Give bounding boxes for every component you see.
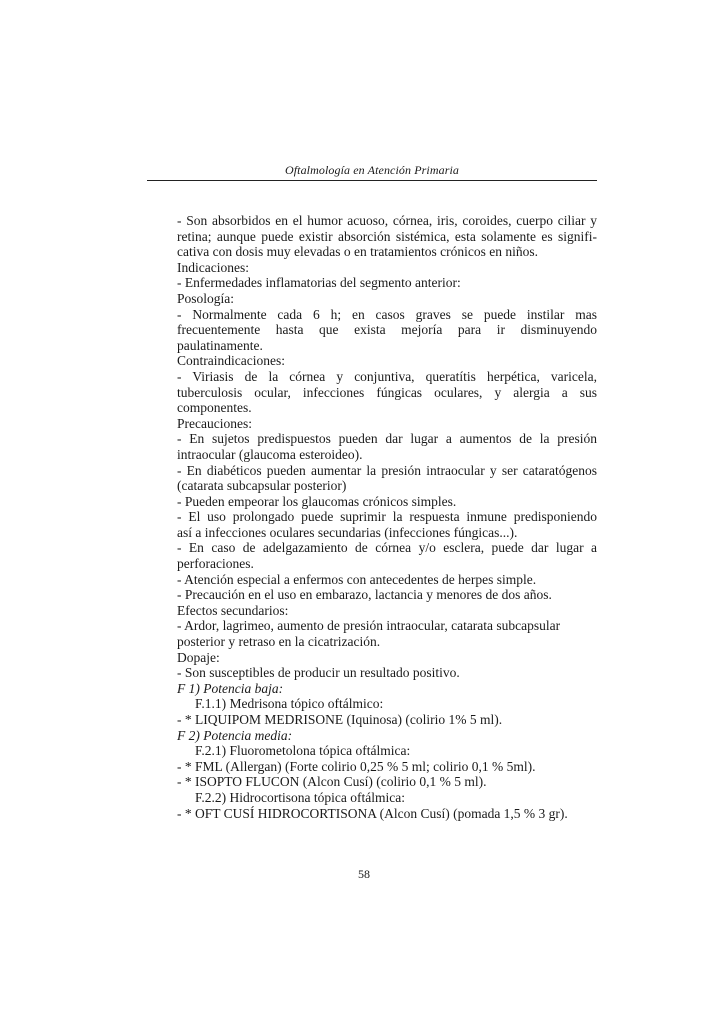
section-heading-efectos-secundarios: Efectos secundarios:	[177, 602, 289, 618]
subsection-heading-potencia-media: F 2) Potencia media:	[177, 727, 293, 743]
text-line: - Precaución en el uso en embarazo, lactancia y menores de dos años.	[177, 587, 552, 603]
subsubsection-heading: F.2.2) Hidrocortisona tópica oftálmica:	[195, 789, 405, 805]
text-line: - En sujetos predispuestos pueden dar lugar a aumentos de la presión	[177, 431, 597, 447]
subsection-heading-potencia-baja: F 1) Potencia baja:	[177, 680, 284, 696]
product-line: - * LIQUIPOM MEDRISONE (Iquinosa) (colirio 1% 5 ml).	[177, 712, 503, 727]
text-line: - Enfermedades inflamatorias del segmento anterior:	[177, 275, 461, 291]
text-line: - En caso de adelgazamiento de córnea y/o esclera, puede dar lugar a	[177, 540, 597, 556]
text-line: perforaciones.	[177, 556, 254, 572]
section-heading-contraindicaciones: Contraindicaciones:	[177, 353, 285, 369]
text-line: componentes.	[177, 400, 252, 416]
text-line: así a infecciones oculares secundarias (infecciones fúngicas...).	[177, 524, 518, 540]
text-line: tuberculosis ocular, infecciones fúngicas oculares, y alergia a sus	[177, 384, 597, 400]
text-line: - Son susceptibles de producir un resultado positivo.	[177, 665, 460, 681]
subsubsection-heading: F.2.1) Fluorometolona tópica oftálmica:	[195, 743, 411, 759]
section-heading-precauciones: Precauciones:	[177, 415, 252, 431]
product-line: - * FML (Allergan) (Forte colirio 0,25 % 5 ml; colirio 0,1 % 5ml).	[177, 758, 536, 774]
text-line: - Normalmente cada 6 h; en casos graves se puede instilar mas	[177, 306, 597, 322]
text-line: paulatinamente.	[177, 337, 263, 353]
page-number: 58	[358, 867, 370, 881]
text-line: - En diabéticos pueden aumentar la presión intraocular y ser cataratógenos	[177, 462, 597, 478]
text-line: cativa con dosis muy elevadas o en tratamientos crónicos en niños.	[177, 244, 539, 260]
subsubsection-heading: F.1.1) Medrisona tópico oftálmico:	[195, 696, 384, 712]
body-text	[177, 213, 597, 821]
text-line: (catarata subcapsular posterior)	[177, 478, 347, 494]
text-line: - Ardor, lagrimeo, aumento de presión intraocular, catarata subcapsular	[177, 618, 561, 634]
running-title: Oftalmología en Atención Primaria	[284, 163, 460, 177]
product-line: - * OFT CUSÍ HIDROCORTISONA (Alcon Cusí) (pomada 1,5 % 3 gr).	[177, 805, 568, 821]
text-line: frecuentemente hasta que exista mejoría para ir disminuyendo	[177, 322, 597, 338]
text-line: - Son absorbidos en el humor acuoso, córnea, iris, coroides, cuerpo ciliar y	[177, 213, 597, 228]
product-line: - * ISOPTO FLUCON (Alcon Cusí) (colirio 0,1 % 5 ml).	[177, 774, 487, 790]
text-line: - El uso prolongado puede suprimir la respuesta inmune predisponiendo	[177, 509, 597, 525]
text-line: intraocular (glaucoma esteroideo).	[177, 446, 363, 462]
section-heading-posologia: Posología:	[177, 290, 235, 306]
section-heading-indicaciones: Indicaciones:	[177, 259, 249, 275]
text-line: posterior y retraso en la cicatrización.	[177, 634, 381, 650]
text-line: - Atención especial a enfermos con antecedentes de herpes simple.	[177, 571, 537, 587]
section-heading-dopaje: Dopaje:	[177, 649, 220, 665]
page-header	[147, 158, 597, 181]
text-line: - Viriasis de la córnea y conjuntiva, queratítis herpética, varicela,	[177, 368, 597, 384]
text-line: - Pueden empeorar los glaucomas crónicos simples.	[177, 493, 457, 509]
text-line: retina; aunque puede existir absorción sistémica, esta solamente es signifi-	[177, 228, 597, 244]
